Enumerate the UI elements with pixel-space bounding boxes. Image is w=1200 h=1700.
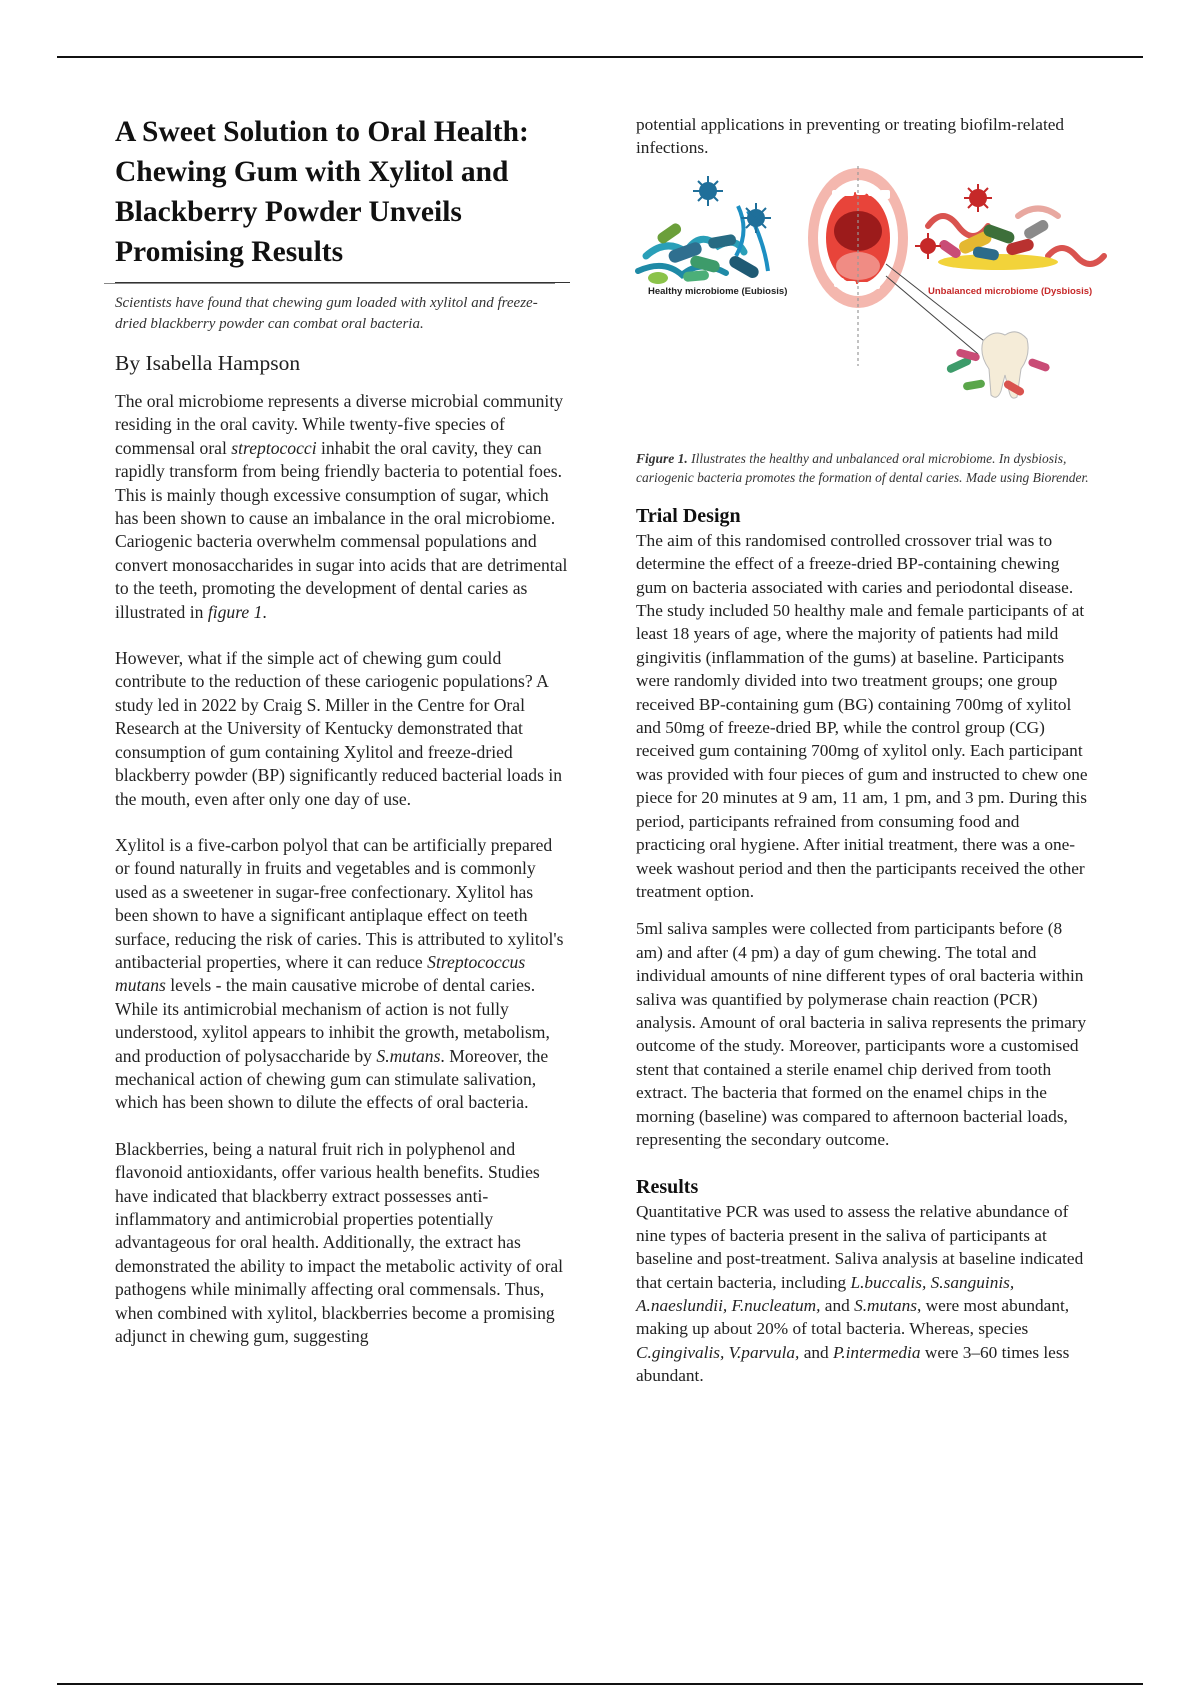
xylitol-paragraph: Xylitol is a five-carbon polyol that can be artificially prepared or found naturally in fruits and vegetables and is commonly used as a sweetener in sugar-free confectionary. Xylitol has been shown to have a significant antiplaque effect on teeth surface, reducing the risk of caries. This is attributed to xylitol's antibacterial properties, where it can reduce Streptococcus mutans levels - the main causative microbe of dental caries. While its antimicrobial mechanism of action is not fully understood, xylitol appears to inhibit the growth, metabolism, and production of polysaccharide by S.mutans. Moreover, the mechanical action of chewing gum can stimulate salivation, which has been shown to dilute the effects of oral bacteria. (115, 834, 564, 1113)
top-rule (57, 56, 1143, 58)
left-column (115, 112, 570, 1371)
results-paragraph: Quantitative PCR was used to assess the relative abundance of nine types of bacteria present in the saliva of participants at baseline and post-treatment. Saliva analysis at baseline indicated that certain bacteria, including L.buccalis, S.sanguinis, A.naeslundii, F.nucleatum, and S.mutans, were most abundant, making up about 20% of total bacteria. Whereas, species C.gingivalis, V.parvula, and P.intermedia were 3–60 times less abundant. (636, 1202, 1084, 1386)
mouth-illustration (808, 166, 908, 366)
healthy-bacteria-cluster (638, 176, 771, 284)
results-heading: Results (636, 1176, 699, 1199)
figure-1 (628, 166, 1138, 441)
trial-design-heading: Trial Design (636, 504, 741, 527)
trial-design-paragraph: The aim of this randomised controlled crossover trial was to determine the effect of a freeze-dried BP-containing chewing gum on bacteria associated with caries and periodontal disease. The study included 50 healthy male and female participants of at least 18 years of age, where the majority of patients had mild gingivitis (inflammation of the gums) at baseline. Participants were randomly divided into two treatment groups; one group received BP-containing gum (BG) containing 700mg of xylitol and 50mg of freeze-dried BP, while the control group (CG) received gum containing 700mg of xylitol only. Each participant was provided with four pieces of gum and instructed to chew one piece for 20 minutes at 9 am, 11 am, 1 pm, and 3 pm. During this period, participants refrained from consuming food and practicing oral hygiene. After initial treatment, there was a one-week washout period and then the participants received the other treatment option. (636, 530, 1088, 901)
blackberry-paragraph: Blackberries, being a natural fruit rich in polyphenol and flavonoid antioxidants, offer various health benefits. Studies have indicated that blackberry extract possesses anti-inflammatory and antimicrobial properties potentially advantageous for oral health. Additionally, the extract has demonstrated the ability to impact the metabolic activity of oral pathogens while minimally affecting oral commensals. Thus, when combined with xylitol, blackberries become a promising adjunct in chewing gum, suggesting (115, 1138, 564, 1347)
figure-caption: Figure 1. Illustrates the healthy and unbalanced oral microbiome. In dysbiosis, cariogenic bacteria promotes the formation of dental caries. Made using Biorender. (636, 450, 1089, 485)
unbalanced-microbiome-label: Unbalanced microbiome (Dysbiosis) (928, 285, 1093, 297)
dysbiosis-bacteria-cluster (915, 184, 1104, 270)
oral-microbiome-illustration (628, 166, 1138, 441)
intro-paragraph: The oral microbiome represents a diverse microbial community residing in the oral cavity. While twenty-five species of commensal oral streptococci inhabit the oral cavity, they can rapidly transform from being friendly bacteria to potential foes. This is mainly though excessive consumption of sugar, which has been shown to cause an imbalance in the oral microbiome. Cariogenic bacteria overwhelm commensal populations and convert monosaccharides in sugar into acids that are detrimental to the teeth, promoting the development of dental caries as illustrated in figure 1. (115, 391, 568, 622)
article-subtitle: Scientists have found that chewing gum loaded with xylitol and freeze-dried blackberry powder can combat oral bacteria. (104, 283, 555, 335)
article-title: A Sweet Solution to Oral Health: Chewing Gum with Xylitol and Blackberry Powder Unveils Promising Results (115, 112, 570, 283)
author-byline: By Isabella Hampson (115, 351, 301, 375)
study-paragraph: However, what if the simple act of chewing gum could contribute to the reduction of these cariogenic populations? A study led in 2022 by Craig S. Miller in the Centre for Oral Research at the University of Kentucky demonstrated that consumption of gum containing Xylitol and freeze-dried blackberry powder (BP) significantly reduced bacterial loads in the mouth, even after only one day of use. (115, 648, 563, 809)
bottom-rule (57, 1683, 1143, 1685)
continuation-paragraph: potential applications in preventing or treating biofilm-related infections. (636, 115, 1065, 158)
healthy-microbiome-label: Healthy microbiome (Eubiosis) (648, 285, 788, 297)
saliva-paragraph: 5ml saliva samples were collected from participants before (8 am) and after (4 pm) a day of gum chewing. The total and individual amounts of nine different types of oral bacteria within saliva was quantified by polymerase chain reaction (PCR) analysis. Amount of oral bacteria in saliva represents the primary outcome of the study. Moreover, participants wore a customised stent that contained a sterile enamel chip derived from tooth extract. The bacteria that formed on the enamel chips in the morning (baseline) was compared to afternoon bacterial loads, representing the secondary outcome. (636, 919, 1087, 1149)
tooth-callout (886, 264, 1051, 398)
right-column (636, 113, 1092, 1411)
